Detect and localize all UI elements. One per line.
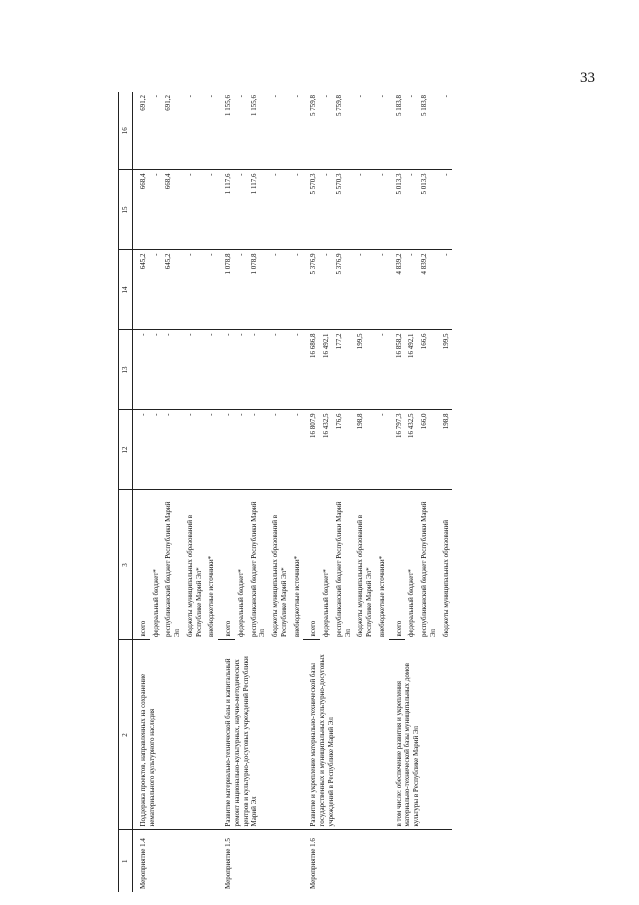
amount-cell: - bbox=[354, 170, 376, 250]
amount-cell: 5 759,8 bbox=[333, 92, 355, 170]
funding-source: внебюджетные источники* bbox=[207, 555, 216, 637]
amount-cell: - bbox=[150, 170, 163, 250]
measure-code: Мероприятие 1.6 bbox=[309, 838, 318, 889]
amount-cell: 177,2 bbox=[333, 330, 355, 410]
amount-cell: - bbox=[235, 330, 248, 410]
amount-cell: - bbox=[248, 410, 270, 490]
amount-cell: 4 839,2 bbox=[389, 250, 406, 330]
rotated-table-container bbox=[118, 92, 638, 892]
amount-cell: - bbox=[291, 330, 304, 410]
amount-cell: - bbox=[235, 410, 248, 490]
funding-source: всего bbox=[132, 490, 149, 640]
amount-cell: 16 686,8 bbox=[303, 330, 320, 410]
amount-cell: 1 117,6 bbox=[248, 170, 270, 250]
funding-source: бюджеты муниципальных образований в Республике Марий Эл* bbox=[271, 514, 288, 637]
amount-cell: - bbox=[184, 170, 206, 250]
col-header: 16 bbox=[119, 92, 133, 170]
amount-cell: - bbox=[184, 330, 206, 410]
amount-cell: 16 858,2 bbox=[389, 330, 406, 410]
amount-cell: - bbox=[405, 92, 418, 170]
funding-table bbox=[118, 92, 452, 892]
amount-cell: - bbox=[440, 170, 453, 250]
page-number: 33 bbox=[580, 70, 595, 86]
amount-cell: 16 492,1 bbox=[320, 330, 333, 410]
funding-source: бюджеты муниципальных образований в Республике Марий Эл* bbox=[356, 514, 373, 637]
amount-cell: - bbox=[376, 330, 389, 410]
amount-cell: - bbox=[205, 170, 218, 250]
amount-cell: - bbox=[291, 170, 304, 250]
funding-source: федеральный бюджет* bbox=[322, 569, 330, 637]
amount-cell: 1 155,6 bbox=[248, 92, 270, 170]
amount-cell: 691,2 bbox=[132, 92, 149, 170]
amount-cell: - bbox=[132, 410, 149, 490]
amount-cell: - bbox=[184, 410, 206, 490]
amount-cell: - bbox=[218, 410, 235, 490]
table-row bbox=[218, 92, 235, 892]
measure-code: Мероприятие 1.4 bbox=[138, 838, 147, 889]
measure-title: в том числе: обеспечение развития и укрепления материально-технической базы муниципальных домов культуры в Республике Марий Эл bbox=[389, 640, 453, 830]
funding-source: бюджеты муниципальных образований bbox=[441, 519, 450, 637]
amount-cell: - bbox=[269, 330, 291, 410]
amount-cell: - bbox=[269, 410, 291, 490]
table-row bbox=[132, 92, 149, 892]
amount-cell: - bbox=[320, 92, 333, 170]
amount-cell: 16 432,5 bbox=[405, 410, 418, 490]
amount-cell: - bbox=[320, 170, 333, 250]
amount-cell: - bbox=[235, 92, 248, 170]
amount-cell: - bbox=[150, 330, 163, 410]
amount-cell: - bbox=[291, 410, 304, 490]
amount-cell: 199,5 bbox=[440, 330, 453, 410]
measure-title: Развитие материально-технической базы и капитальный ремонт национально-культурных, научно-методических центров и культурно-досуговых учреждений Республики Марий Эл bbox=[218, 640, 303, 830]
col-header: 3 bbox=[119, 490, 133, 640]
amount-cell: - bbox=[205, 92, 218, 170]
amount-cell: 5 570,3 bbox=[303, 170, 320, 250]
amount-cell: 645,2 bbox=[132, 250, 149, 330]
amount-cell: 5 759,8 bbox=[303, 92, 320, 170]
amount-cell: - bbox=[150, 250, 163, 330]
amount-cell: - bbox=[205, 250, 218, 330]
amount-cell: 1 078,8 bbox=[218, 250, 235, 330]
funding-source: федеральный бюджет* bbox=[151, 569, 160, 637]
amount-cell: 198,8 bbox=[354, 410, 376, 490]
measure-title: Развитие и укрепление материально-технической базы государственных и муниципальных культурно-досуговых учреждений в Республике Марий Эл bbox=[303, 640, 388, 830]
amount-cell: - bbox=[218, 330, 235, 410]
amount-cell: 198,8 bbox=[440, 410, 453, 490]
funding-source: федеральный бюджет* bbox=[236, 569, 245, 637]
amount-cell: - bbox=[405, 170, 418, 250]
measure-title: Поддержка проектов, направленных на сохранение нематериального культурного наследия bbox=[132, 640, 218, 830]
table-row bbox=[389, 92, 406, 892]
funding-source: республиканский бюджет Республики Марий Эл bbox=[334, 501, 352, 637]
amount-cell: - bbox=[162, 330, 184, 410]
amount-cell: - bbox=[235, 170, 248, 250]
amount-cell: - bbox=[150, 92, 163, 170]
amount-cell: 166,0 bbox=[418, 410, 440, 490]
col-header: 15 bbox=[119, 170, 133, 250]
amount-cell: - bbox=[235, 250, 248, 330]
amount-cell: 16 797,3 bbox=[389, 410, 406, 490]
col-header: 2 bbox=[119, 640, 133, 830]
amount-cell: - bbox=[150, 410, 163, 490]
amount-cell: - bbox=[291, 92, 304, 170]
amount-cell: 5 013,3 bbox=[389, 170, 406, 250]
amount-cell: - bbox=[291, 250, 304, 330]
amount-cell: - bbox=[205, 410, 218, 490]
measure-code bbox=[389, 830, 453, 892]
amount-cell: 16 432,5 bbox=[320, 410, 333, 490]
amount-cell: - bbox=[269, 92, 291, 170]
funding-source: бюджеты муниципальных образований в Республике Марий Эл* bbox=[185, 514, 203, 637]
amount-cell: 645,2 bbox=[162, 250, 184, 330]
funding-source: всего bbox=[218, 490, 235, 640]
col-header: 13 bbox=[119, 330, 133, 410]
amount-cell: - bbox=[205, 330, 218, 410]
measure-code: Мероприятие 1.5 bbox=[224, 838, 232, 889]
header-row bbox=[119, 92, 133, 892]
funding-source: республиканский бюджет Республики Марий Эл bbox=[164, 501, 181, 637]
amount-cell: 166,6 bbox=[418, 330, 440, 410]
amount-cell: - bbox=[354, 92, 376, 170]
funding-source: республиканский бюджет Республики Марий Эл bbox=[420, 501, 437, 637]
funding-source: всего bbox=[303, 490, 320, 640]
amount-cell: 199,5 bbox=[354, 330, 376, 410]
amount-cell: 1 155,6 bbox=[218, 92, 235, 170]
col-header: 12 bbox=[119, 410, 133, 490]
amount-cell: - bbox=[376, 92, 389, 170]
funding-source: республиканский бюджет Республики Марий Эл bbox=[249, 501, 267, 637]
table-body bbox=[132, 92, 452, 892]
amount-cell: - bbox=[162, 410, 184, 490]
amount-cell: 16 807,9 bbox=[303, 410, 320, 490]
amount-cell: - bbox=[376, 410, 389, 490]
amount-cell: 5 183,8 bbox=[418, 92, 440, 170]
amount-cell: - bbox=[376, 170, 389, 250]
amount-cell: 176,6 bbox=[333, 410, 355, 490]
funding-source: всего bbox=[389, 490, 406, 640]
amount-cell: 1 078,8 bbox=[248, 250, 270, 330]
amount-cell: - bbox=[184, 250, 206, 330]
amount-cell: 668,4 bbox=[162, 170, 184, 250]
amount-cell: 1 117,6 bbox=[218, 170, 235, 250]
amount-cell: 691,2 bbox=[162, 92, 184, 170]
amount-cell: 16 492,1 bbox=[405, 330, 418, 410]
amount-cell: - bbox=[405, 250, 418, 330]
amount-cell: - bbox=[354, 250, 376, 330]
amount-cell: 5 013,3 bbox=[418, 170, 440, 250]
amount-cell: - bbox=[248, 330, 270, 410]
amount-cell: 5 376,9 bbox=[303, 250, 320, 330]
amount-cell: - bbox=[320, 250, 333, 330]
funding-source: внебюджетные источники* bbox=[377, 555, 386, 637]
funding-source: внебюджетные источники* bbox=[292, 555, 301, 637]
amount-cell: 5 183,8 bbox=[389, 92, 406, 170]
amount-cell: 5 376,9 bbox=[333, 250, 355, 330]
amount-cell: - bbox=[184, 92, 206, 170]
table-row bbox=[303, 92, 320, 892]
amount-cell: - bbox=[269, 170, 291, 250]
amount-cell: - bbox=[269, 250, 291, 330]
amount-cell: - bbox=[376, 250, 389, 330]
col-header: 1 bbox=[119, 830, 133, 892]
amount-cell: - bbox=[132, 330, 149, 410]
amount-cell: - bbox=[440, 250, 453, 330]
amount-cell: - bbox=[440, 92, 453, 170]
amount-cell: 4 839,2 bbox=[418, 250, 440, 330]
amount-cell: 668,4 bbox=[132, 170, 149, 250]
col-header: 14 bbox=[119, 250, 133, 330]
amount-cell: 5 570,3 bbox=[333, 170, 355, 250]
funding-source: федеральный бюджет* bbox=[407, 569, 416, 637]
